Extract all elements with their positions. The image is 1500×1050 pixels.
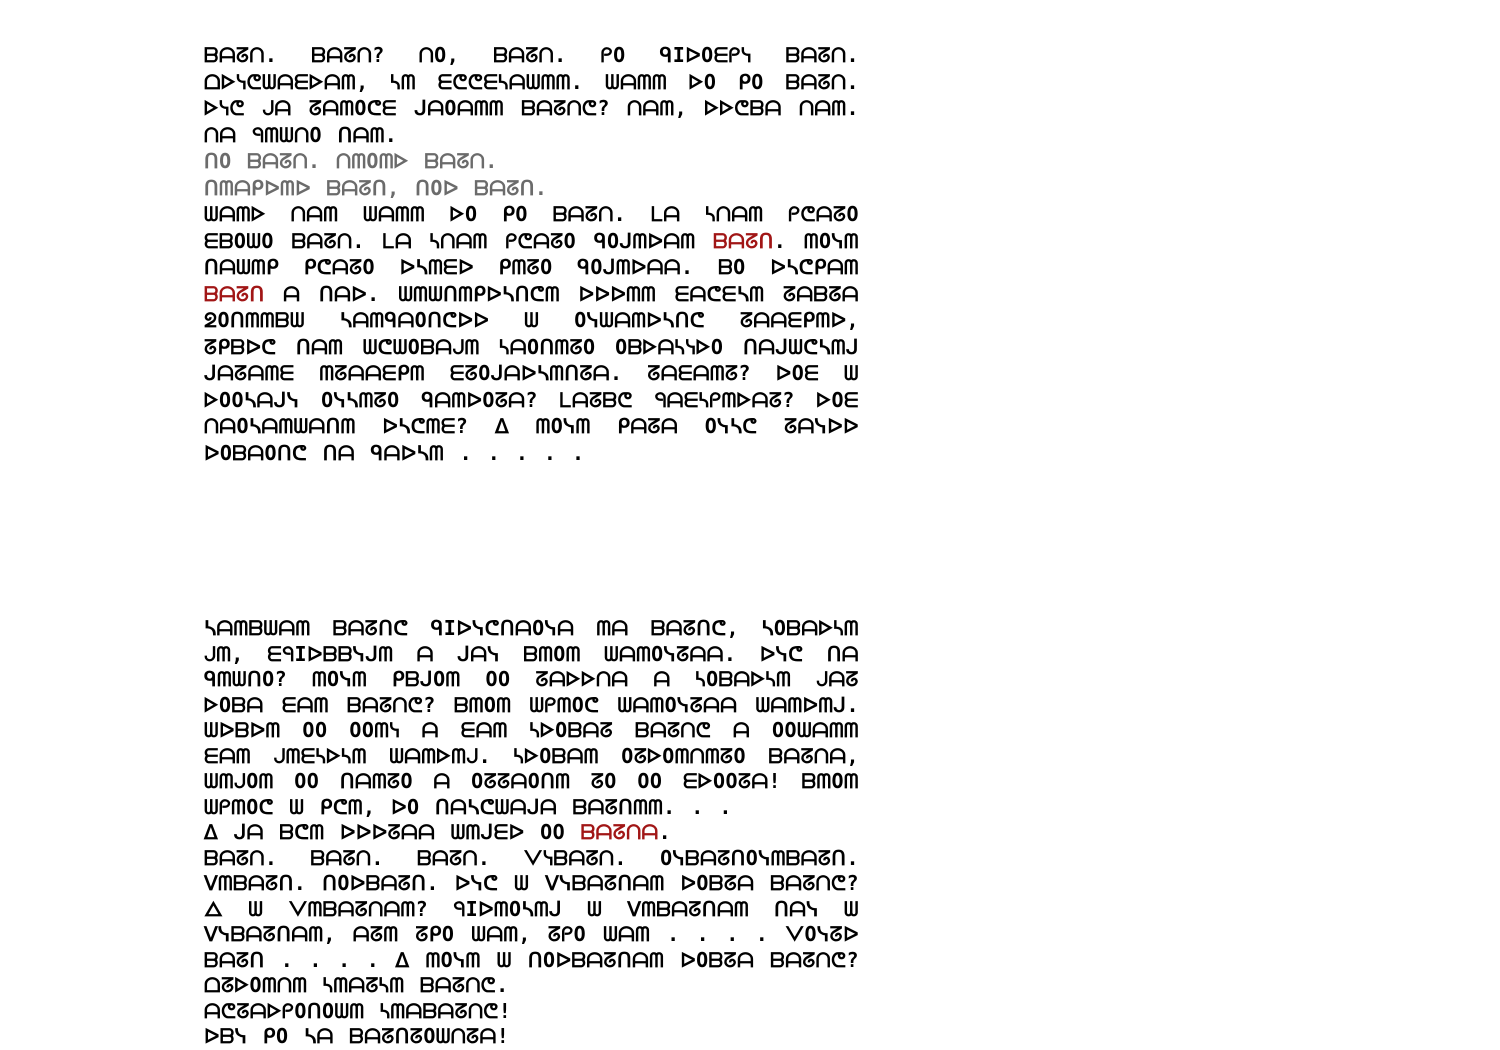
text-block-2 xyxy=(204,616,859,1050)
highlighted-word-3: ᗷᗩᘔᑎᗩ xyxy=(580,820,659,844)
paragraph-8: ᗩᕦᘔᗩᐅᑭOᑎOᗯᗰ ᓴᗰᗩᗷᗩᘔᑎᕦ! xyxy=(204,998,512,1023)
paragraph-7: ᗷᗩᘔᑎ. ᗷᗩᘔᑎ. ᗷᗩᘔᑎ. ᐯᓭᗷᗩᘔᑎ. OᓭᗷᗩᘔᑎOᓭᗰᗷᗩᘔᑎ. ᐯᗰᗷᗩᘔᑎ. ᑎOᐅᗷᗩᘔᑎ. ᐅᓭᕦ ᗯ ᐯᓭᗷᗩᘔᑎᗩᗰ ᐅOᗷᘔᗩ ᗷᗩᘔᑎᕦ? ᐃ ᗯ ᐯᗰᗷᗩᘔᑎᗩᗰ? ᑫIᐅᗰOᓴᗰᒍ ᗯ ᐯᗰᗷᗩᘔᑎᗩᗰ ᑎᗩᓭ ᗯ ᐯᓭᗷᗩᘔᑎᗩᗰ, ᗩᘔᗰ ᘔᑭO ᗯᗩᗰ, ᘔᑭO ᗯᗩᗰ . . . . ᐯOᓭᘔᐅ ᗷᗩᘔᑎ . . . . ᐃ ᗰOᓭᗰ ᗯ ᑎOᐅᗷᗩᘔᑎᗩᗰ ᐅOᗷᘔᗩ ᗷᗩᘔᑎᕦ? ᗝᘔᐅOᗰᑎᗰ ᓴᗰᗩᘔᓴᗰ ᗷᗩᘔᑎᕦ. xyxy=(204,845,859,997)
paragraph-9: ᐅᗷᓭ ᑭO ᓴᗩ ᗷᗩᘔᑎᘔOᗯᑎᘔᗩ! xyxy=(204,1024,510,1048)
highlighted-word-1: ᗷᗩᘔᑎ xyxy=(713,228,774,253)
paragraph-1: ᗷᗩᘔᑎ. ᗷᗩᘔᑎ? ᑎO, ᗷᗩᘔᑎ. ᑭO ᑫIᐅOᗴᑭᓭ ᗷᗩᘔᑎ. ᗝᐅᓭᕦᗯᗩᗴᐅᗩᗰ, ᓴᗰ ᗴᕦᕦᗴᓴᗩᗯᗰᗰ. ᗯᗩᗰᗰ ᐅO ᑭO ᗷᗩᘔᑎ. ᐅᓭᕦ ᒍᗩ ᘔᗩᗰOᕦᗴ ᒍᗩOᗩᗰᗰ ᗷᗩᘔᑎᕦ? ᑎᗩᗰ, ᐅᐅᕦᗷᗩ ᑎᗩᗰ. ᑎᗩ ᑫᗰᗯᑎO ᑎᗩᗰ. xyxy=(204,43,859,147)
paragraph-4-part-b: . ᗰOᓭᗰ ᑎᗩᗯᗰᑭ ᑭᕦᗩᘔO ᐅᓴᗰᗴᐅ ᑭᗰᘔO ᑫOᒍᗰᐅᗩᗩ. ᗷO ᐅᓴᕦᑭᗩᗰ xyxy=(204,228,859,279)
paragraph-4-part-c: ᗩ ᑎᗩᐅ. ᗯᗰᗯᑎᗰᑭᐅᓴᑎᕦᗰ ᐅᐅᐅᗰᗰ ᗴᗩᕦᗴᓴᗰ ᘔᗩᗷᘔᗩ ᘖOᑎᗰᗰᗷᗯ ᓴᗩᗰᑫᗩOᑎᕦᐅᐅ ᗯ Oᓭᗯᗩᗰᐅᓴᑎᕦ ᘔᗩᗩᗴᑭᗰᐅ, ᘔᑭᗷᐅᕦ ᑎᗩᗰ ᗯᕦᗯOᗷᗩᒍᗰ ᓴᗩOᑎᗰᘔO OᗷᐅᗩᓴᓭᐅO ᑎᗩᒍᗯᕦᓴᗰᒍ ᒍᗩᘔᗩᗰᗴ ᗰᘔᗩᗩᗴᑭᗰ ᗴᘔOᒍᗩᐅᓴᗰᑎᘔᗩ. ᘔᗩᗴᗩᗰᘔ? ᐅOᗴ ᗯ ᐅOOᓴᗩᒍᓭ OᓭᓴᗰᘔO ᑫᗩᗰᐅOᘔᗩ? ᒪᗩᘔᗷᕦ ᑫᗩᗴᓴᑭᗰᐅᗩᘔ? ᐅOᗴ ᑎᗩOᓴᗩᗰᗯᗩᑎᗰ ᐅᓴᕦᗰᗴ? ᐃ ᗰOᓭᗰ ᑭᗩᘔᗩ Oᓭᓴᕦ ᘔᗩᓭᐅᐅ ᐅOᗷᗩOᑎᕦ ᑎᗩ ᑫᗩᐅᓴᗰ . . . . . xyxy=(204,281,859,465)
paragraph-3: ᑎᗰᗩᑭᐅᗰᐅ ᗷᗩᘔᑎ, ᑎOᐅ ᗷᗩᘔᑎ. xyxy=(204,175,548,200)
paragraph-6 xyxy=(204,820,859,846)
paragraph-6-part-a: ᐃ ᒍᗩ ᗷᕦᗰ ᐅᐅᐅᘔᗩᗩ ᗯᗰᒍᗴᐅ OO xyxy=(204,820,581,844)
document-page xyxy=(204,42,859,1050)
paragraph-5: ᓴᗩᗰᗷᗯᗩᗰ ᗷᗩᘔᑎᕦ ᑫIᐅᓭᕦᑎᗩOᓭᗩ ᗰᗩ ᗷᗩᘔᑎᕦ, ᓴOᗷᗩᐅᓴᗰ ᒍᗰ, ᗴᑫIᐅᗷᗷᓭᒍᗰ ᗩ ᒍᗩᓭ ᗷᗰOᗰ ᗯᗩᗰOᓭᘔᗩᗩ. ᐅᓭᕦ ᑎᗩ ᑫᗰᗯᑎO? ᗰOᓭᗰ ᑭᗷᒍOᗰ OO ᘔᗩᐅᐅᑎᗩ ᗩ ᓴOᗷᗩᐅᓴᗰ ᒍᗩᘔ ᐅOᗷᗩ ᗴᗩᗰ ᗷᗩᘔᑎᕦ? ᗷᗰOᗰ ᗯᑭᗰOᕦ ᗯᗩᗰOᓭᘔᗩᗩ ᗯᗩᗰᐅᗰᒍ. ᗯᐅᗷᐅᗰ OO OOᗰᓭ ᗩ ᗴᗩᗰ ᓴᐅOᗷᗩᘔ ᗷᗩᘔᑎᕦ ᗩ OOᗯᗩᗰᗰ ᗴᗩᗰ ᒍᗰᗴᓴᐅᓴᗰ ᗯᗩᗰᐅᗰᒍ. ᓴᐅOᗷᗩᗰ OᘔᐅOᗰᑎᗰᘔO ᗷᗩᘔᑎᗩ, ᗯᗰᒍOᗰ OO ᑎᗩᗰᘔO ᗩ OᘔᘔᗩOᑎᗰ ᘔO OO ᗴᐅOOᘔᗩ! ᗷᗰOᗰ ᗯᑭᗰOᕦ ᗯ ᑭᕦᗰ, ᐅO ᑎᗩᓴᕦᗯᗩᒍᗩ ᗷᗩᘔᑎᗰᗰ. . . xyxy=(204,616,859,819)
paragraph-2: ᑎO ᗷᗩᘔᑎ. ᑎᗰOᗰᐅ ᗷᗩᘔᑎ. xyxy=(204,149,498,173)
highlighted-word-2: ᗷᗩᘔᑎ xyxy=(204,281,265,306)
paragraph-4-part-a: ᗯᗩᗰᐅ ᑎᗩᗰ ᗯᗩᗰᗰ ᐅO ᑭO ᗷᗩᘔᑎ. ᒪᗩ ᓴᑎᗩᗰ ᑭᕦᗩᘔO ᗴᗷOᗯO ᗷᗩᘔᑎ. ᒪᗩ ᓴᑎᗩᗰ ᑭᕦᗩᘔO ᑫOᒍᗰᐅᗩᗰ xyxy=(204,202,859,253)
paragraph-6-part-b: . xyxy=(658,820,672,844)
paragraph-4 xyxy=(204,201,859,466)
text-block-1 xyxy=(204,42,859,466)
